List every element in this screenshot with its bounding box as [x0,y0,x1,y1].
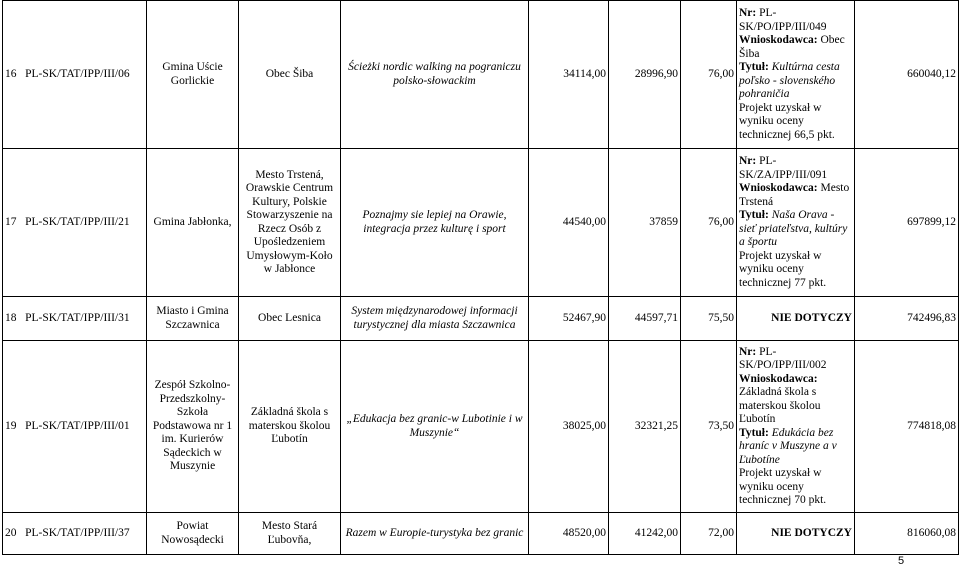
lead-partner: Zespół Szkolno-Przedszkolny-Szkoła Podstawowa nr 1 im. Kurierów Sądeckich w Muszynie [147,341,239,513]
score-percent: 72,00 [681,513,737,555]
row-number-code: 17 PL-SK/TAT/IPP/III/21 [3,149,147,297]
value-eu-funding: 28996,90 [609,1,681,149]
partner-project-info: Nr: PL-SK/PO/IPP/III/002 Wnioskodawca: Základná škola s materskou školou Ľubotín Tytuł: Edukácia bez hraníc v Muszyne a v Ľubotíne Projekt uzyskał w wyniku oceny technicznej 70 pkt. [737,341,855,513]
table-row [3,1,959,149]
partner-project-info: Nr: PL-SK/ZA/IPP/III/091 Wnioskodawca: Mesto Trstená Tytuł: Naša Orava - sieť priateľstva, kultúry a športu Projekt uzyskał w wyniku oceny technicznej 77 pkt. [737,149,855,297]
partner: Mesto Stará Ľubovňa, [239,513,341,555]
row-number-code: 19 PL-SK/TAT/IPP/III/01 [3,341,147,513]
not-applicable-status: NIE DOTYCZY [737,513,855,555]
cumulative-total: 774818,08 [855,341,959,513]
project-title: Ścieżki nordic walking na pograniczu polsko-słowackim [341,1,529,149]
partner: Základná škola s materskou školou Ľubotín [239,341,341,513]
cumulative-total: 816060,08 [855,513,959,555]
value-eu-funding: 37859 [609,149,681,297]
lead-partner: Gmina Jabłonka, [147,149,239,297]
table-row [3,341,959,513]
project-title: System międzynarodowej informacji turystycznej dla miasta Szczawnica [341,297,529,341]
value-total-cost: 44540,00 [529,149,609,297]
cumulative-total: 660040,12 [855,1,959,149]
score-percent: 75,50 [681,297,737,341]
project-title: Poznajmy sie lepiej na Orawie, integracja przez kulturę i sport [341,149,529,297]
page-number: 5 [898,555,905,567]
score-percent: 76,00 [681,1,737,149]
table-row [3,297,959,341]
project-title: Razem w Europie-turystyka bez granic [341,513,529,555]
projects-table [2,0,959,555]
cumulative-total: 697899,12 [855,149,959,297]
row-number-code: 18 PL-SK/TAT/IPP/III/31 [3,297,147,341]
score-percent: 73,50 [681,341,737,513]
partner-project-info: Nr: PL-SK/PO/IPP/III/049 Wnioskodawca: Obec Šiba Tytuł: Kultúrna cesta poľsko - slovenského pohraničia Projekt uzyskał w wyniku oceny technicznej 66,5 pkt. [737,1,855,149]
value-total-cost: 34114,00 [529,1,609,149]
lead-partner: Miasto i Gmina Szczawnica [147,297,239,341]
value-total-cost: 48520,00 [529,513,609,555]
value-total-cost: 38025,00 [529,341,609,513]
lead-partner: Gmina Uście Gorlickie [147,1,239,149]
row-number-code: 20 PL-SK/TAT/IPP/III/37 [3,513,147,555]
partner: Obec Šiba [239,1,341,149]
lead-partner: Powiat Nowosądecki [147,513,239,555]
value-eu-funding: 41242,00 [609,513,681,555]
partner: Obec Lesnica [239,297,341,341]
partner: Mesto Trstená, Orawskie Centrum Kultury, Polskie Stowarzyszenie na Rzecz Osób z Upośledzeniem Umysłowym-Koło w Jabłonce [239,149,341,297]
project-title: „Edukacja bez granic-w Lubotinie i w Muszynie“ [341,341,529,513]
not-applicable-status: NIE DOTYCZY [737,297,855,341]
cumulative-total: 742496,83 [855,297,959,341]
value-eu-funding: 32321,25 [609,341,681,513]
score-percent: 76,00 [681,149,737,297]
table-row [3,513,959,555]
row-number-code: 16 PL-SK/TAT/IPP/III/06 [3,1,147,149]
table-row [3,149,959,297]
value-total-cost: 52467,90 [529,297,609,341]
value-eu-funding: 44597,71 [609,297,681,341]
